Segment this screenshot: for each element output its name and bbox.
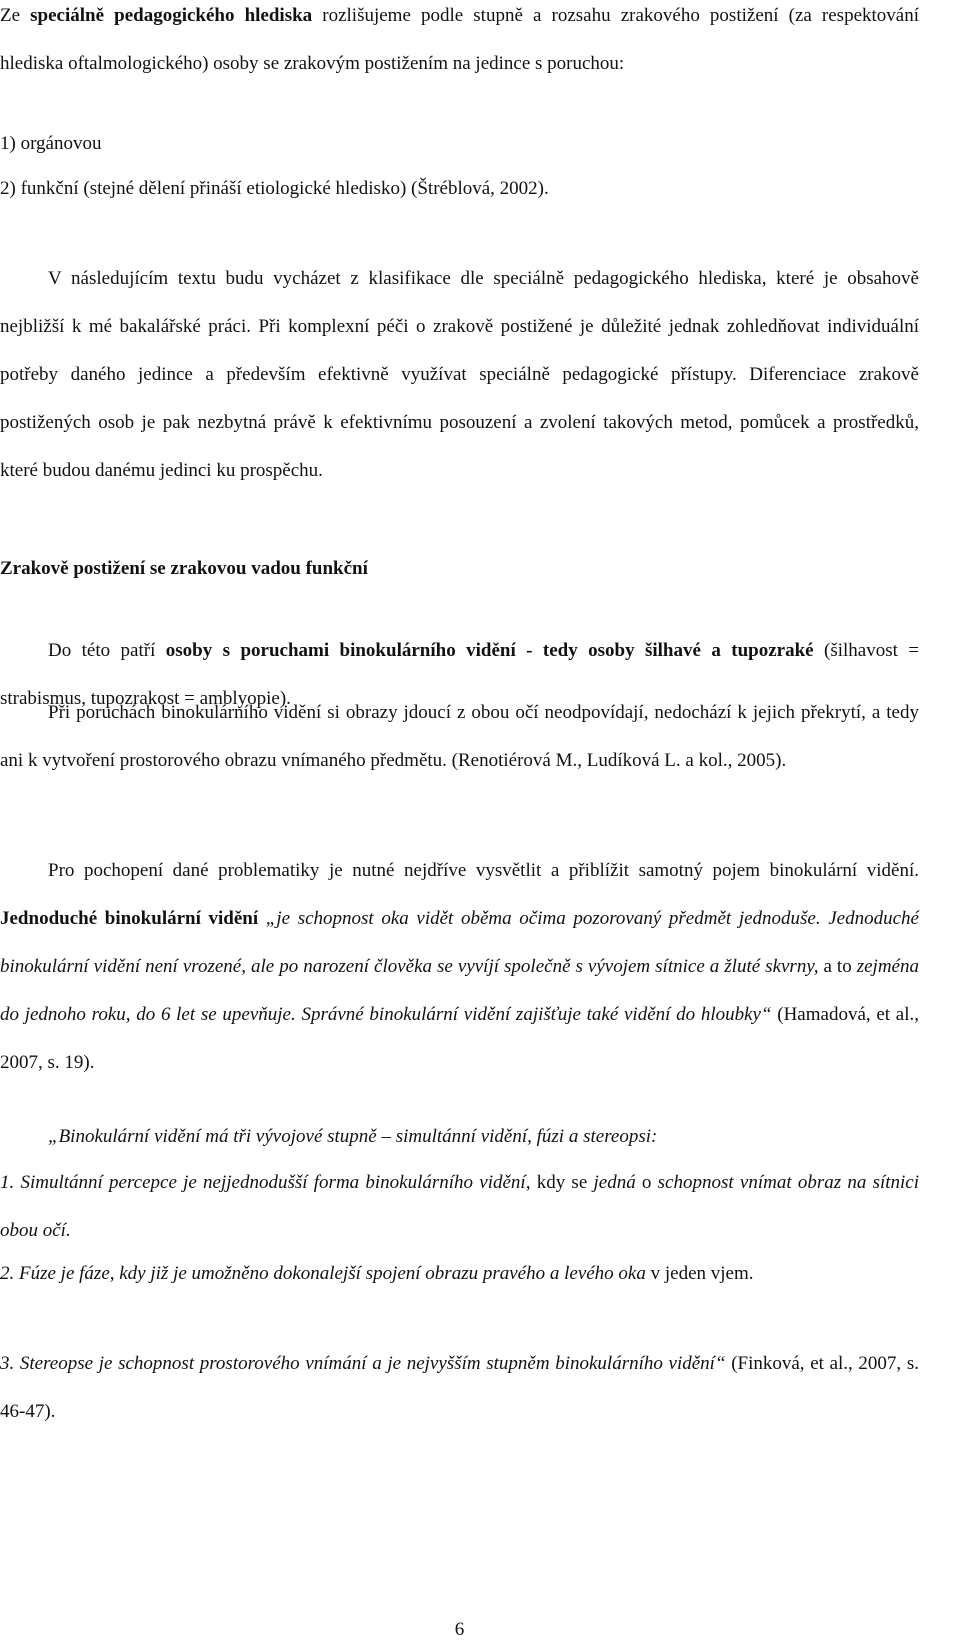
- quote-run: 1. Simultánní percepce je nejjednodušší forma binokulárního vidění,: [0, 1172, 531, 1193]
- quote-run: „Binokulární vidění má tři vývojové stupně – simultánní vidění, fúzi a stereopsi:: [48, 1126, 658, 1147]
- citation: (Finková, et al., 2007, s. 46-47).: [0, 1353, 919, 1422]
- paragraph-following: V následujícím textu budu vycházet z klasifikace dle speciálně pedagogického hlediska, které je obsahově nejbližší k mé bakalářské práci. Při komplexní péči o zrakově postižené je důležité jednak zohledňovat individuální potřeby daného jedince a především efektivně využívat speciálně pedagogické přístupy. Diferenciace zrakově postižených osob je pak nezbytná právě k efektivnímu posouzení a zvolení takových metod, pomůcek a prostředků, které budou danému jedinci ku prospěchu.: [0, 268, 919, 481]
- stage-item-simultaneous: [0, 1159, 919, 1255]
- text-run: (šilhavost = strabismus, tupozrakost = amblyopie).: [0, 640, 919, 709]
- quote-run: zejména do jednoho roku, do 6 let se upevňuje. Správné binokulární vidění zajišťuje také vidění do hloubky“: [0, 956, 919, 1025]
- bold-term: Jednoduché binokulární vidění: [0, 908, 259, 929]
- paragraph-development-stages: [0, 1113, 919, 1161]
- stage-item-fusion: [0, 1250, 919, 1298]
- section-heading: Zrakově postižení se zrakovou vadou funkční: [0, 558, 368, 579]
- quote-run: „je schopnost oka vidět oběma očima pozorovaný předmět jednoduše. Jednoduché binokulární vidění není vrozené, ale po narození člověka se vyvíjí společně s vývojem sítnice a žluté skvrny,: [0, 908, 919, 977]
- quote-run: jedná: [593, 1172, 636, 1193]
- quote-run: 2. Fúze je fáze, kdy již je umožněno dokonalejší spojení obrazu pravého a levého oka: [0, 1263, 646, 1284]
- page-number: 6: [454, 1619, 465, 1640]
- list-item-functional: 2) funkční (stejné dělení přináší etiologické hledisko) (Štréblová, 2002).: [0, 178, 549, 199]
- text-run: v jeden vjem.: [645, 1263, 754, 1284]
- quote-run: 3. Stereopse je schopnost prostorového vnímání a je nejvyšším stupněm binokulárního vidění“: [0, 1353, 726, 1374]
- text-run: Pro pochopení dané problematiky je nutné nejdříve vysvětlit a přiblížit samotný pojem binokulární vidění.: [48, 860, 919, 881]
- bold-term: osoby s poruchami binokulárního vidění - tedy osoby šilhavé a tupozraké: [165, 640, 814, 661]
- text-run: a to: [818, 956, 857, 977]
- paragraph-binocular-definition: [0, 847, 919, 1087]
- text-run: kdy se: [530, 1172, 594, 1193]
- text-run: rozlišujeme podle stupně a rozsahu zrakového postižení (za respektování hlediska oftalmologického) osoby se zrakovým postižením na jedince s poruchou:: [0, 5, 919, 74]
- list-item-organ: 1) orgánovou: [0, 133, 102, 154]
- text-run: Do této patří: [48, 640, 166, 661]
- bold-term: speciálně pedagogického hlediska: [30, 5, 313, 26]
- text-run: Ze: [0, 5, 31, 26]
- citation: (Hamadová, et al., 2007, s. 19).: [0, 1004, 919, 1073]
- paragraph-disorder-effects: Při poruchách binokulárního vidění si obrazy jdoucí z obou očí neodpovídají, nedochází k jejich překrytí, a tedy ani k vytvoření prostorového obrazu vnímaného předmětu. (Renotiérová M., Ludíková L. a kol., 2005).: [0, 702, 919, 771]
- text-run: o: [635, 1172, 658, 1193]
- quote-run: schopnost vnímat obraz na sítnici obou očí.: [0, 1172, 920, 1241]
- stage-item-stereopsis: [0, 1340, 919, 1436]
- paragraph-intro: [0, 0, 919, 88]
